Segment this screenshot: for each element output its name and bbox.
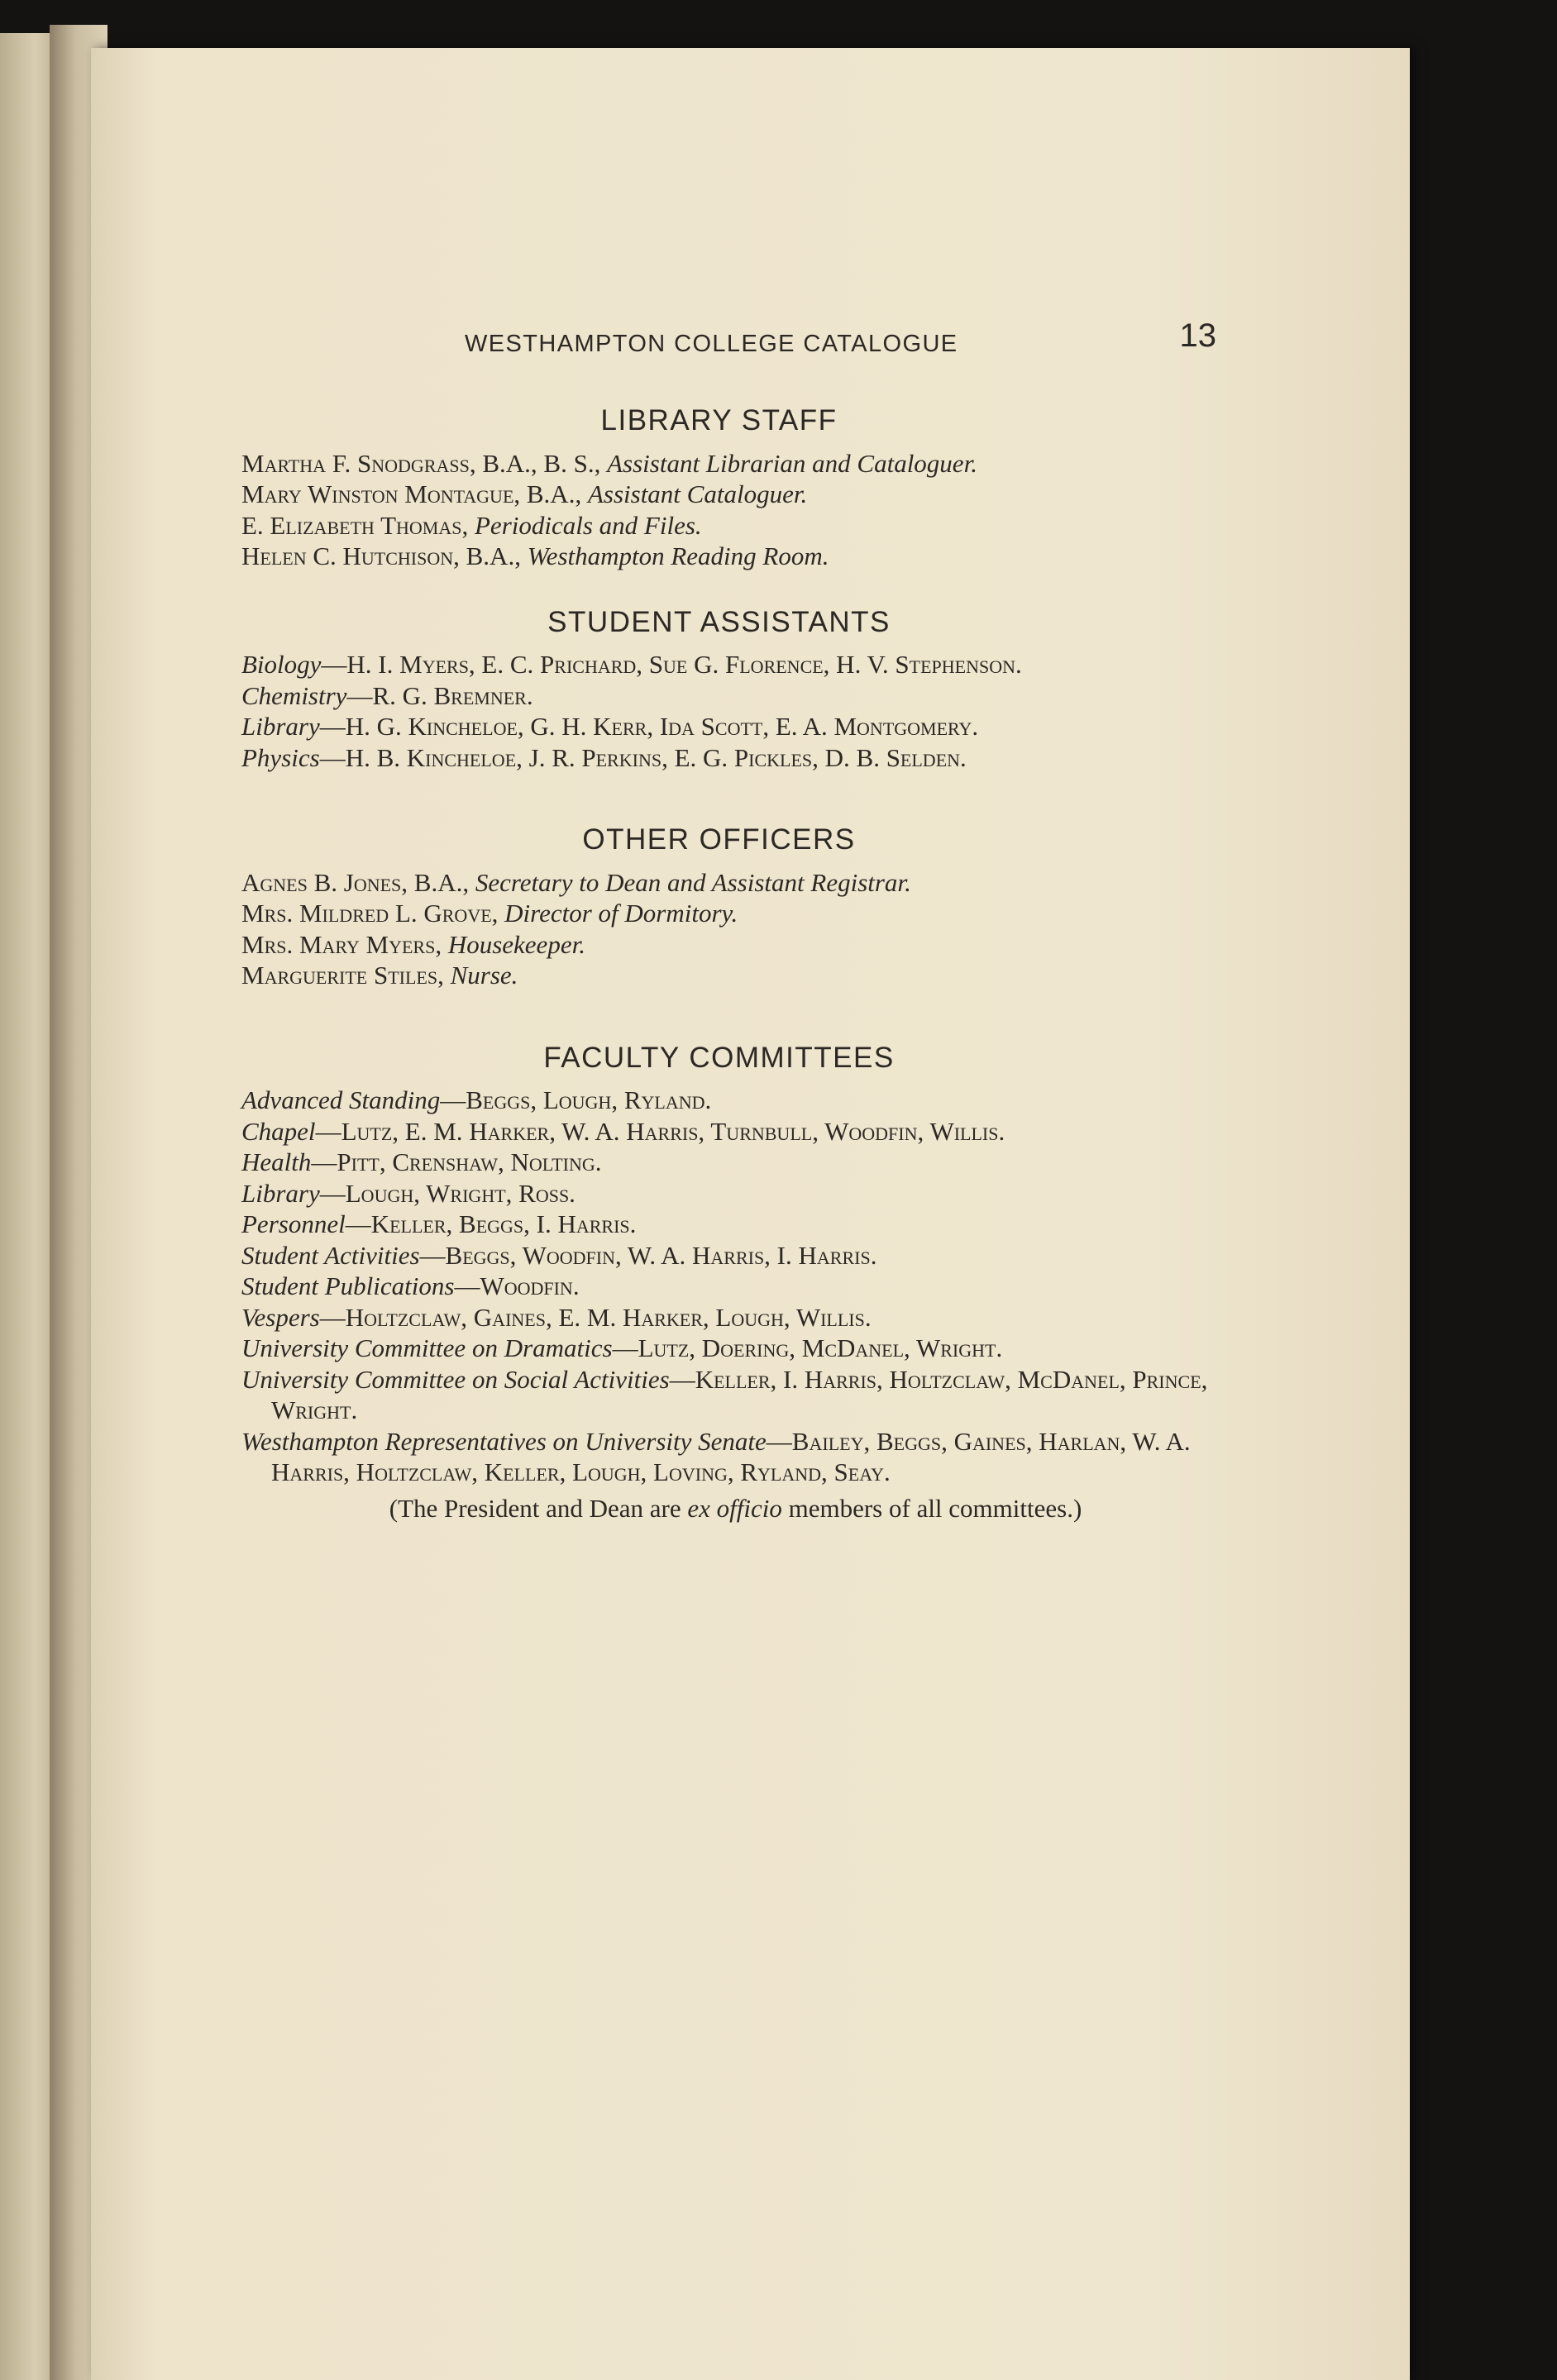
staff-name: Martha F. Snodgrass, B.A., B. S., xyxy=(241,448,601,478)
running-head xyxy=(241,317,1246,379)
library-staff-entry xyxy=(241,510,1246,541)
library-staff-entry xyxy=(241,479,1246,510)
ex-officio-note xyxy=(241,1493,1246,1524)
committee-name: Personnel xyxy=(241,1209,346,1238)
staff-role: Periodicals and Files. xyxy=(475,510,702,540)
officer-name: Agnes B. Jones, B.A., xyxy=(241,867,470,897)
department-name: Library xyxy=(241,712,320,741)
committee-members: Bailey, Beggs, Gaines, Harlan, W. A. Harris, Holtzclaw, Keller, Lough, Loving, Ryland, Seay. xyxy=(271,1426,1191,1486)
committee-name: Chapel xyxy=(241,1116,316,1146)
committee-name: University Committee on Dramatics xyxy=(241,1333,613,1362)
other-officers-section xyxy=(241,824,1246,991)
staff-role: Westhampton Reading Room. xyxy=(527,541,829,570)
committee-entry: Health—Pitt, Crenshaw, Nolting. xyxy=(241,1147,602,1176)
student-assistants-heading: STUDENT ASSISTANTS xyxy=(547,605,891,638)
committee-members: Lutz, Doering, McDanel, Wright. xyxy=(638,1333,1003,1362)
student-assistants-section xyxy=(241,607,1246,774)
committee-members: Keller, I. Harris, Holtzclaw, McDanel, Prince, Wright. xyxy=(271,1364,1208,1424)
other-officers-heading: OTHER OFFICERS xyxy=(582,823,856,856)
committee-name: Westhampton Representatives on University Senate xyxy=(241,1426,767,1456)
committee-entry: Vespers—Holtzclaw, Gaines, E. M. Harker, Lough, Willis. xyxy=(241,1302,872,1332)
assistant-names: H. G. Kincheloe, G. H. Kerr, Ida Scott, E. A. Montgomery. xyxy=(345,712,979,741)
committee-members: Pitt, Crenshaw, Nolting. xyxy=(337,1147,602,1176)
page-number: 13 xyxy=(1179,317,1216,354)
committee-members: Woodfin. xyxy=(480,1271,580,1300)
staff-name: Mary Winston Montague, B.A., xyxy=(241,479,582,508)
committee-members: Beggs, Woodfin, W. A. Harris, I. Harris. xyxy=(445,1240,877,1270)
assistant-names: R. G. Bremner. xyxy=(372,680,533,710)
committee-members: Beggs, Lough, Ryland. xyxy=(466,1085,712,1114)
faculty-committees-section xyxy=(241,1042,1246,1524)
department-name: Chemistry xyxy=(241,680,347,710)
book-page xyxy=(91,48,1410,2380)
committee-entry: Personnel—Keller, Beggs, I. Harris. xyxy=(241,1209,637,1238)
officer-role: Housekeeper. xyxy=(447,929,585,959)
committee-members: Lutz, E. M. Harker, W. A. Harris, Turnbull, Woodfin, Willis. xyxy=(341,1116,1005,1146)
committee-entry: Westhampton Representatives on University Senate—Bailey, Beggs, Gaines, Harlan, W. A. Harris, Holtzclaw, Keller, Lough, Loving, Ryland, Seay. xyxy=(241,1426,1191,1486)
facing-page-edge xyxy=(0,33,50,2380)
committee-name: Student Activities xyxy=(241,1240,420,1270)
committee-name: Health xyxy=(241,1147,312,1176)
committee-entry: University Committee on Dramatics—Lutz, Doering, McDanel, Wright. xyxy=(241,1333,1003,1362)
running-head-title: WESTHAMPTON COLLEGE CATALOGUE xyxy=(465,331,958,357)
committee-members: Lough, Wright, Ross. xyxy=(345,1178,576,1208)
committee-members: Holtzclaw, Gaines, E. M. Harker, Lough, Willis. xyxy=(345,1302,872,1332)
note-italic: ex officio xyxy=(687,1493,782,1523)
committee-members: Keller, Beggs, I. Harris. xyxy=(370,1209,637,1238)
department-name: Biology xyxy=(241,650,322,679)
student-assistant-entry: Physics—H. B. Kincheloe, J. R. Perkins, E. G. Pickles, D. B. Selden. xyxy=(241,742,967,772)
committee-entry: Student Activities—Beggs, Woodfin, W. A. Harris, I. Harris. xyxy=(241,1240,877,1270)
assistant-names: H. B. Kincheloe, J. R. Perkins, E. G. Pickles, D. B. Selden. xyxy=(345,742,967,772)
committee-name: Vespers xyxy=(241,1302,320,1332)
staff-role: Assistant Cataloguer. xyxy=(587,479,808,508)
student-assistant-entry: Chemistry—R. G. Bremner. xyxy=(241,680,533,710)
student-assistant-entry: Library—H. G. Kincheloe, G. H. Kerr, Ida Scott, E. A. Montgomery. xyxy=(241,712,979,741)
committee-entry: University Committee on Social Activities—Keller, I. Harris, Holtzclaw, McDanel, Prince, Wright. xyxy=(241,1364,1208,1424)
staff-role: Assistant Librarian and Cataloguer. xyxy=(607,448,977,478)
library-staff-section xyxy=(241,405,1246,572)
officer-entry xyxy=(241,898,1246,929)
library-staff-list xyxy=(241,448,1246,572)
faculty-committees-heading: FACULTY COMMITTEES xyxy=(543,1041,895,1074)
officer-name: Marguerite Stiles, xyxy=(241,961,444,990)
officer-role: Nurse. xyxy=(450,961,518,990)
committee-entry: Chapel—Lutz, E. M. Harker, W. A. Harris, Turnbull, Woodfin, Willis. xyxy=(241,1116,1005,1146)
page-content xyxy=(241,317,1246,1524)
library-staff-entry xyxy=(241,541,1246,572)
library-staff-entry xyxy=(241,448,1246,479)
committee-entry: Student Publications—Woodfin. xyxy=(241,1271,580,1300)
committee-name: Library xyxy=(241,1178,320,1208)
officer-entry xyxy=(241,929,1246,961)
committee-name: Student Publications xyxy=(241,1271,455,1300)
student-assistants-list xyxy=(241,649,1246,773)
note-text-before: (The President and Dean are xyxy=(389,1493,681,1523)
staff-name: Helen C. Hutchison, B.A., xyxy=(241,541,521,570)
committee-entry: Library—Lough, Wright, Ross. xyxy=(241,1178,576,1208)
officer-role: Secretary to Dean and Assistant Registrar. xyxy=(475,867,911,897)
assistant-names: H. I. Myers, E. C. Prichard, Sue G. Florence, H. V. Stephenson. xyxy=(346,650,1022,679)
officer-role: Director of Dormitory. xyxy=(504,899,738,928)
officer-entry xyxy=(241,960,1246,991)
other-officers-list xyxy=(241,867,1246,991)
library-staff-heading: LIBRARY STAFF xyxy=(600,404,838,436)
officer-name: Mrs. Mildred L. Grove, xyxy=(241,899,499,928)
student-assistant-entry: Biology—H. I. Myers, E. C. Prichard, Sue G. Florence, H. V. Stephenson. xyxy=(241,650,1022,679)
faculty-committees-list xyxy=(241,1085,1246,1488)
committee-entry: Advanced Standing—Beggs, Lough, Ryland. xyxy=(241,1085,712,1114)
staff-name: E. Elizabeth Thomas, xyxy=(241,510,469,540)
officer-entry xyxy=(241,867,1246,899)
committee-name: Advanced Standing xyxy=(241,1085,441,1114)
department-name: Physics xyxy=(241,742,320,772)
committee-name: University Committee on Social Activities xyxy=(241,1364,670,1394)
officer-name: Mrs. Mary Myers, xyxy=(241,929,442,959)
note-text-after: members of all committees.) xyxy=(788,1493,1082,1523)
